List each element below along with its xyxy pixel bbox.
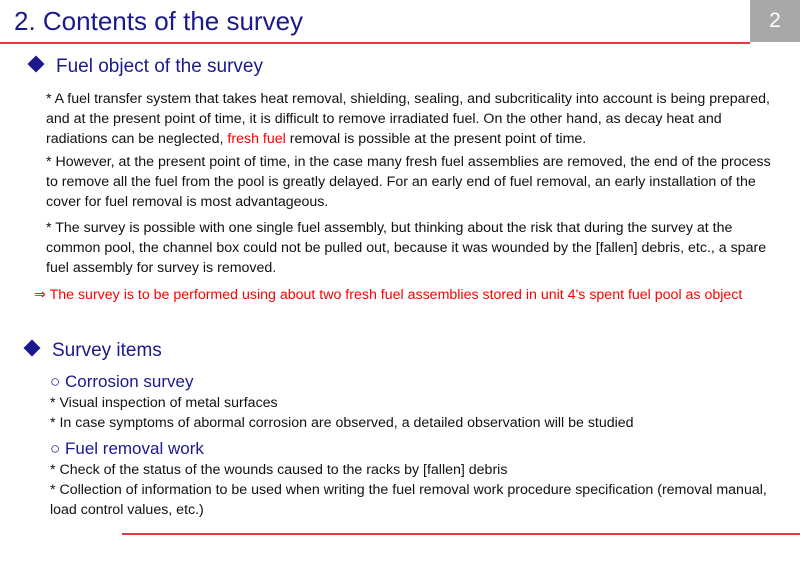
section-heading-label: Fuel object of the survey — [56, 56, 263, 77]
list-item: * Collection of information to be used when writing the fuel removal work procedure specification (removal manual, load control values, etc.) — [50, 482, 767, 518]
diamond-bullet-icon — [24, 340, 41, 357]
section-heading-label: Survey items — [52, 340, 162, 361]
subheading-corrosion-survey: ○ Corrosion survey — [50, 372, 194, 391]
paragraph-fuel-transfer — [46, 89, 781, 149]
diamond-bullet-icon — [28, 56, 45, 73]
list-item: * Visual inspection of metal surfaces — [50, 395, 278, 411]
page-number: 2 — [750, 0, 800, 42]
title-divider — [0, 42, 750, 44]
paragraph-text: removal is possible at the present point of time. — [285, 131, 587, 147]
paragraph-text: * A fuel transfer system that takes heat removal, shielding, sealing, and subcriticality into account is being prepared, and at the present point of time, it is difficult to remove irradiated fuel. On the other hand, as decay heat and radiations can be neglected, — [46, 91, 770, 147]
conclusion-text: ⇒ The survey is to be performed using about two fresh fuel assemblies stored in unit 4's spent fuel pool as object — [34, 287, 743, 303]
bottom-divider — [122, 533, 800, 535]
section-heading-fuel-object — [30, 56, 263, 78]
section-heading-survey-items — [26, 340, 162, 362]
paragraph-many-assemblies: * However, at the present point of time, in the case many fresh fuel assemblies are removed, the end of the process to remove all the fuel from the pool is greatly delayed. For an early end of fuel removal, an early installation of the cover for fuel removal is most advantageous. — [46, 154, 771, 210]
paragraph-single-assembly: * The survey is possible with one single fuel assembly, but thinking about the risk that during the survey at the common pool, the channel box could not be pulled out, because it was wounded by the [fallen] debris, etc., a spare fuel assembly for survey is removed. — [46, 220, 767, 276]
list-item: * In case symptoms of abormal corrosion are observed, a detailed observation will be studied — [50, 415, 634, 431]
subheading-fuel-removal-work: ○ Fuel removal work — [50, 439, 204, 458]
highlight-fresh-fuel: fresh fuel — [227, 131, 286, 147]
slide-title: 2. Contents of the survey — [14, 6, 304, 36]
list-item: * Check of the status of the wounds caused to the racks by [fallen] debris — [50, 462, 508, 478]
